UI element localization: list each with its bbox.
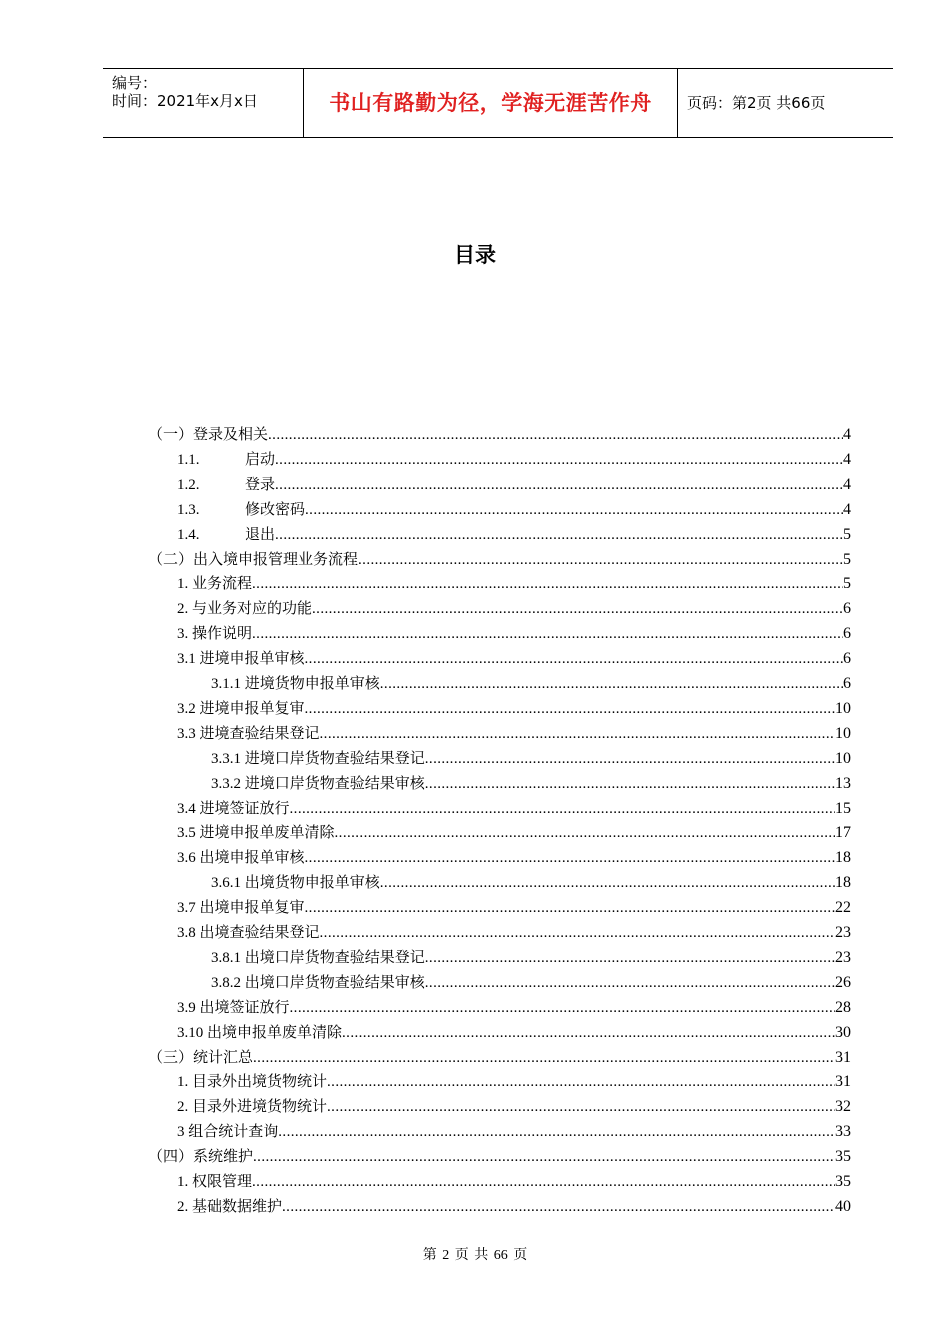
toc-entry-page: 30 [835,1023,851,1041]
toc-entry-label [177,921,320,946]
page-header [103,68,893,138]
toc-dot-leader [253,1145,835,1170]
toc-entry-label [211,946,425,971]
toc-entry[interactable] [211,871,851,896]
toc-dot-leader [327,1095,835,1120]
toc-dot-leader [305,896,835,921]
toc-entry[interactable] [177,722,851,747]
toc-entry-label [177,722,320,747]
toc-entry-text: 3.2 进境申报单复审 [177,700,305,717]
toc-dot-leader [275,473,843,498]
toc-entry[interactable] [177,597,851,622]
toc-entry-text: 3 组合统计查询 [177,1124,279,1141]
toc-entry-number: 1.1. [177,451,200,468]
toc-entry-text: 修改密码 [245,501,306,518]
toc-entry-page: 18 [835,849,851,867]
toc-dot-leader [425,747,835,772]
toc-entry-text: 3.1 进境申报单审核 [177,651,305,668]
toc-entry-label [211,871,380,896]
toc-entry[interactable] [177,1120,851,1145]
toc-dot-leader [275,448,843,473]
toc-entry-page: 4 [843,500,851,518]
toc-entry-label [177,1120,278,1145]
toc-entry-text: 2. 基础数据维护 [177,1198,283,1215]
toc-dot-leader [425,971,835,996]
toc-entry-page: 23 [835,948,851,966]
toc-entry-page: 10 [835,749,851,767]
toc-entry[interactable] [177,821,851,846]
toc-entry[interactable] [177,498,851,523]
toc-dot-leader [320,921,835,946]
toc-entry-label [211,971,425,996]
toc-entry[interactable] [177,572,851,597]
toc-entry-page: 32 [835,1098,851,1116]
toc-entry-text: 2. 与业务对应的功能 [177,601,313,618]
toc-entry[interactable] [177,1070,851,1095]
toc-entry[interactable] [177,622,851,647]
toc-entry-text: 1. 业务流程 [177,576,253,593]
toc-entry[interactable] [177,996,851,1021]
toc-dot-leader [253,1046,835,1071]
toc-entry-label [177,597,312,622]
toc-entry-label [177,1070,327,1095]
toc-entry-label [148,1046,253,1071]
toc-entry-label [177,572,252,597]
toc-dot-leader [342,1021,835,1046]
toc-entry-number: 1.4. [177,526,200,543]
toc-entry[interactable] [211,946,851,971]
toc-entry[interactable] [177,846,851,871]
toc-entry-text: 3.3.2 进境口岸货物查验结果审核 [211,775,425,792]
toc-entry-page: 5 [843,575,851,593]
toc-dot-leader [425,772,835,797]
toc-dot-leader [358,548,843,573]
toc-entry-label [177,821,335,846]
toc-dot-leader [252,622,843,647]
toc-entry[interactable] [211,747,851,772]
toc-entry-text: 3.8.1 出境口岸货物查验结果登记 [211,949,425,966]
toc-dot-leader [268,423,843,448]
toc-entry-label [211,747,425,772]
toc-entry-text: 3. 操作说明 [177,626,253,643]
toc-entry-page: 35 [835,1173,851,1190]
toc-entry-page: 23 [835,924,851,941]
toc-entry-text: 3.8.2 出境口岸货物查验结果审核 [211,974,425,991]
toc-entry-page: 10 [835,699,851,717]
toc-entry-page: 35 [835,1148,851,1166]
toc-dot-leader [327,1070,835,1095]
toc-entry-text: 启动 [245,451,276,468]
toc-entry[interactable] [177,473,851,498]
toc-dot-leader [380,672,843,697]
toc-entry-page: 10 [835,724,851,742]
toc-dot-leader [305,498,843,523]
toc-entry-label [177,523,275,548]
toc-entry-page: 40 [835,1197,851,1215]
toc-entry-text: 退出 [245,526,276,543]
toc-entry[interactable] [177,1021,851,1046]
toc-entry-text: 3.3 进境查验结果登记 [177,725,320,742]
toc-dot-leader [252,1170,835,1195]
toc-entry[interactable] [148,1046,851,1071]
toc-dot-leader [275,523,843,548]
toc-entry-text: （二）出入境申报管理业务流程 [148,551,359,568]
toc-dot-leader [290,797,835,822]
toc-entry-page: 15 [835,799,851,817]
toc-entry-text: 3.10 出境申报单废单清除 [177,1024,343,1041]
toc-entry-page: 4 [843,450,851,468]
toc-dot-leader [305,846,835,871]
toc-entry[interactable] [177,921,851,946]
toc-entry-text: 3.7 出境申报单复审 [177,900,305,917]
toc-entry-text: 1. 权限管理 [177,1174,253,1190]
toc-entry-text: 3.1.1 进境货物申报单审核 [211,676,380,692]
toc-entry[interactable] [211,672,851,697]
toc-entry-page: 17 [835,824,851,842]
toc-entry-label [177,797,290,822]
header-meta [103,69,304,137]
toc-dot-leader [278,1120,835,1145]
toc-entry[interactable] [177,896,851,921]
toc-dot-leader [425,946,835,971]
toc-entry[interactable] [211,772,851,797]
toc-entry-text: 3.3.1 进境口岸货物查验结果登记 [211,750,425,767]
toc-entry-page: 28 [835,998,851,1016]
toc-entry-label [177,448,275,473]
toc-entry-page: 5 [843,550,851,568]
toc-dot-leader [320,722,835,747]
toc-entry-label [148,548,358,573]
toc-entry-text: 3.4 进境签证放行 [177,800,290,817]
toc-entry[interactable] [177,1170,851,1195]
toc-dot-leader [312,597,843,622]
toc-entry[interactable] [177,523,851,548]
header-page-info: 页码：第2页 共66页 [687,94,826,112]
toc-entry-text: 1. 目录外出境货物统计 [177,1074,328,1091]
toc-entry-label [148,423,268,448]
toc-entry-label [177,1170,252,1195]
toc-entry-label [211,672,380,697]
toc-entry[interactable] [148,423,851,448]
toc-entry-page: 31 [835,1073,851,1091]
toc-entry[interactable] [177,448,851,473]
toc-entry-label [177,498,305,523]
toc-entry-page: 13 [835,774,851,792]
toc-title: 目录 [454,243,496,267]
toc-entry-label [177,1195,282,1220]
toc-entry[interactable] [177,1195,851,1220]
toc-entry-text: 3.5 进境申报单废单清除 [177,825,335,842]
toc-entry-text: 3.6.1 出境货物申报单审核 [211,875,380,892]
toc-entry-text: 2. 目录外进境货物统计 [177,1099,328,1116]
toc-entry[interactable] [148,1145,851,1170]
toc-entry-label [177,846,305,871]
toc-entry-text: 3.9 出境签证放行 [177,999,290,1016]
document-number-label: 编号： [112,74,158,92]
toc-entry[interactable] [177,647,851,672]
toc-dot-leader [305,697,835,722]
toc-entry[interactable] [148,548,851,573]
toc-entry-text: （一）登录及相关 [148,427,269,443]
toc-entry-page: 6 [843,675,851,692]
toc-entry-label [177,1095,327,1120]
toc-entry-number: 1.3. [177,501,200,518]
toc-entry-page: 6 [843,625,851,643]
toc-dot-leader [282,1195,835,1220]
toc-entry[interactable] [177,697,851,722]
toc-entry-page: 4 [843,426,851,443]
toc-entry-label [148,1145,253,1170]
toc-entry-page: 6 [843,650,851,668]
toc-entry-page: 33 [835,1123,851,1141]
toc-entry-text: （四）系统维护 [148,1149,254,1166]
toc-entry-label [177,473,275,498]
toc-entry-number: 1.2. [177,476,200,493]
header-motto: 书山有路勤为径，学海无涯苦作舟 [304,69,678,137]
toc-dot-leader [335,821,835,846]
page-footer: 第 2 页 共 66 页 [422,1248,528,1263]
toc-dot-leader [380,871,835,896]
toc-entry-page: 26 [835,973,851,991]
toc-entry[interactable] [177,797,851,822]
toc-entry-page: 6 [843,600,851,618]
document-date: 时间：2021年x月x日 [112,92,258,110]
toc-entry-label [177,697,305,722]
toc-entry-text: 登录 [245,476,276,493]
toc-entry-label [177,647,305,672]
toc-entry-label [177,622,252,647]
toc-entry-label [177,896,305,921]
toc-dot-leader [290,996,835,1021]
toc-entry-page: 31 [835,1048,851,1066]
toc-entry-page: 4 [843,475,851,493]
toc-entry[interactable] [211,971,851,996]
toc-entry[interactable] [177,1095,851,1120]
toc-entry-text: 3.8 出境查验结果登记 [177,925,320,941]
toc-entry-label [177,1021,342,1046]
toc-dot-leader [305,647,843,672]
toc-entry-page: 22 [835,899,851,917]
toc-dot-leader [252,572,843,597]
toc-entry-page: 5 [843,525,851,543]
toc-entry-text: 3.6 出境申报单审核 [177,850,305,867]
toc-entry-page: 18 [835,874,851,892]
toc-entry-label [211,772,425,797]
toc-entry-label [177,996,290,1021]
toc-entry-text: （三）统计汇总 [148,1049,254,1066]
